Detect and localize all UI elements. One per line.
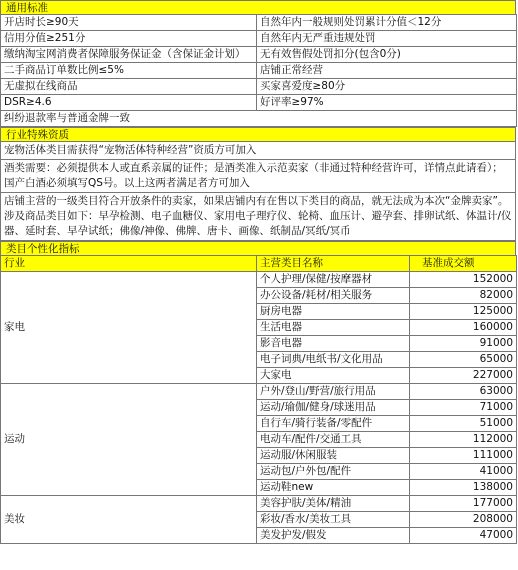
base-turnover: 177000 <box>410 496 517 512</box>
category-name: 厨房电器 <box>257 304 410 320</box>
base-turnover: 51000 <box>410 416 517 432</box>
base-turnover: 125000 <box>410 304 517 320</box>
category-name: 自行车/骑行装备/零配件 <box>257 416 410 432</box>
general-criterion-right: 无有效售假处罚扣分(包含0分) <box>257 47 517 63</box>
general-criterion-left: 缴纳淘宝网消费者保障服务保证金（含保证金计划） <box>1 47 257 63</box>
category-row <box>1 272 517 288</box>
base-turnover: 71000 <box>410 400 517 416</box>
base-turnover: 82000 <box>410 288 517 304</box>
category-row <box>1 496 517 512</box>
general-criterion-right: 好评率≥97% <box>257 95 517 111</box>
category-name: 美容护肤/美体/精油 <box>257 496 410 512</box>
base-turnover: 111000 <box>410 448 517 464</box>
general-row <box>1 63 517 79</box>
base-turnover: 47000 <box>410 528 517 544</box>
header-industry: 行业 <box>1 256 257 272</box>
general-row <box>1 111 517 127</box>
category-table <box>0 255 517 544</box>
general-row <box>1 15 517 31</box>
section-general-title: 通用标准 <box>0 0 516 14</box>
base-turnover: 91000 <box>410 336 517 352</box>
general-table <box>0 14 517 127</box>
category-name: 运动鞋new <box>257 480 410 496</box>
category-name: 运动/瑜伽/健身/球迷用品 <box>257 400 410 416</box>
category-name: 电子词典/电纸书/文化用品 <box>257 352 410 368</box>
base-turnover: 138000 <box>410 480 517 496</box>
general-criterion-left: DSR≥4.6 <box>1 95 257 111</box>
category-name: 电动车/配件/交通工具 <box>257 432 410 448</box>
industry-row <box>1 193 516 241</box>
category-name: 生活电器 <box>257 320 410 336</box>
header-category-name: 主营类目名称 <box>257 256 410 272</box>
industry-requirement: 酒类需要：必须提供本人或直系亲属的证件；是酒类准入示范卖家（非通过特种经营许可，详情点此请看）；国产白酒必须填写QS号。以上这两者满足者方可加入 <box>1 160 516 193</box>
category-name: 户外/登山/野营/旅行用品 <box>257 384 410 400</box>
general-row <box>1 31 517 47</box>
base-turnover: 152000 <box>410 272 517 288</box>
category-name: 美发护发/假发 <box>257 528 410 544</box>
category-header-row <box>1 256 517 272</box>
base-turnover: 41000 <box>410 464 517 480</box>
category-name: 大家电 <box>257 368 410 384</box>
section-industry-title: 行业特殊资质 <box>0 127 516 141</box>
base-turnover: 63000 <box>410 384 517 400</box>
general-criterion-full: 纠纷退款率与普通金牌一致 <box>1 111 517 127</box>
general-row <box>1 95 517 111</box>
category-name: 运动服/休闲服装 <box>257 448 410 464</box>
general-criterion-left: 信用分值≥251分 <box>1 31 257 47</box>
base-turnover: 65000 <box>410 352 517 368</box>
category-name: 办公设备/耗材/相关服务 <box>257 288 410 304</box>
base-turnover: 112000 <box>410 432 517 448</box>
general-criterion-left: 二手商品订单数比例≤5% <box>1 63 257 79</box>
general-criterion-right: 自然年内一般规则处罚累计分值＜12分 <box>257 15 517 31</box>
general-row <box>1 47 517 63</box>
category-name: 运动包/户外包/配件 <box>257 464 410 480</box>
industry-name: 家电 <box>1 272 257 384</box>
header-base-turnover: 基准成交额 <box>410 256 517 272</box>
industry-table <box>0 141 516 241</box>
category-name: 个人护理/保健/按摩器材 <box>257 272 410 288</box>
base-turnover: 227000 <box>410 368 517 384</box>
category-name: 彩妆/香水/美妆工具 <box>257 512 410 528</box>
industry-row <box>1 160 516 193</box>
general-criterion-right: 买家喜爱度≥80分 <box>257 79 517 95</box>
general-criterion-right: 店铺正常经营 <box>257 63 517 79</box>
general-row <box>1 79 517 95</box>
section-category-title: 类目个性化指标 <box>0 241 516 255</box>
industry-name: 美妆 <box>1 496 257 544</box>
industry-row <box>1 142 516 160</box>
category-row <box>1 384 517 400</box>
category-name: 影音电器 <box>257 336 410 352</box>
base-turnover: 160000 <box>410 320 517 336</box>
general-criterion-right: 自然年内无严重违规处罚 <box>257 31 517 47</box>
base-turnover: 208000 <box>410 512 517 528</box>
general-criterion-left: 开店时长≥90天 <box>1 15 257 31</box>
general-criterion-left: 无虚拟在线商品 <box>1 79 257 95</box>
industry-name: 运动 <box>1 384 257 496</box>
industry-requirement: 宠物活体类目需获得“宠物活体特种经营”资质方可加入 <box>1 142 516 160</box>
industry-requirement: 店铺主营的一级类目符合开放条件的卖家，如果店铺内有在售以下类目的商品，就无法成为本次“金牌卖家”。涉及商品类目如下：早孕检测、电子血糖仪、家用电子理疗仪、轮椅、血压计、避孕套、排卵试纸、体温计/仪器、延时套、早孕试纸；佛像/神像、佛牌、唐卡、画像、纸制品/冥纸/冥币 <box>1 193 516 241</box>
